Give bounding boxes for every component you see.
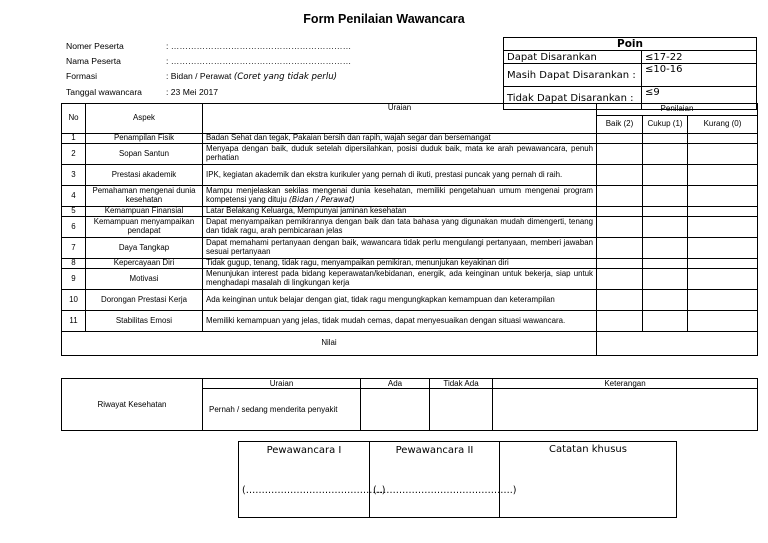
poin-value: ≤17-22 — [642, 51, 757, 64]
riwayat-header-uraian: Uraian — [203, 379, 361, 389]
poin-value: ≤9 — [642, 87, 757, 110]
row-aspek: Sopan Santun — [86, 144, 203, 165]
score-baik-cell[interactable] — [597, 217, 643, 238]
catatan-khusus-cell[interactable] — [500, 442, 677, 518]
row-uraian: Mampu menjelaskan sekilas mengenai dunia kesehatan, memiliki pengetahuan umum mengenai program kompetensi yang dituju — [206, 186, 593, 204]
row-aspek: Dorongan Prestasi Kerja — [86, 290, 203, 311]
identity-value[interactable]: : ……………………………………………………… — [166, 41, 352, 51]
header-penilaian: Penilaian — [597, 104, 758, 116]
table-row — [62, 311, 758, 332]
score-baik-cell[interactable] — [597, 238, 643, 259]
score-kurang-cell[interactable] — [688, 207, 758, 217]
score-baik-cell[interactable] — [597, 186, 643, 207]
riwayat-header-ada: Ada — [361, 379, 430, 389]
table-row — [62, 217, 758, 238]
row-uraian: IPK, kegiatan akademik dan ekstra kurikuler yang pernah di ikuti, prestasi puncak yang pernah di raih. — [203, 165, 597, 186]
score-kurang-cell[interactable] — [688, 134, 758, 144]
row-uraian: Tidak gugup, tenang, tidak ragu, menyampaikan pemikiran, menunjukan keyakinan diri — [203, 259, 597, 269]
row-uraian: Ada keinginan untuk belajar dengan giat, tidak ragu mengungkapkan kemampuan dan keterampilan — [203, 290, 597, 311]
row-number: 5 — [62, 207, 86, 217]
poin-value: ≤10-16 — [642, 64, 757, 87]
row-number: 4 — [62, 186, 86, 207]
table-row — [62, 186, 758, 207]
score-kurang-cell[interactable] — [688, 217, 758, 238]
pewawancara-1-label: Pewawancara I — [266, 445, 342, 456]
score-kurang-cell[interactable] — [688, 186, 758, 207]
identity-row-tanggal — [66, 87, 486, 99]
row-number: 3 — [62, 165, 86, 186]
pewawancara-2-cell[interactable] — [370, 442, 517, 518]
row-aspek: Motivasi — [86, 269, 203, 290]
score-kurang-cell[interactable] — [688, 238, 758, 259]
identity-label: Formasi — [66, 71, 98, 81]
score-cukup-cell[interactable] — [643, 165, 688, 186]
row-uraian: Dapat menyampaikan pemikirannya dengan baik dan tata bahasa yang digunakan mudah dimengerti, tenang dan tidak ragu, arah pembicaraan jelas — [203, 217, 597, 238]
identity-value[interactable]: : ……………………………………………………… — [166, 56, 352, 66]
score-baik-cell[interactable] — [597, 290, 643, 311]
identity-block — [66, 41, 486, 101]
score-cukup-cell[interactable] — [643, 311, 688, 332]
score-cukup-cell[interactable] — [643, 144, 688, 165]
table-row — [62, 134, 758, 144]
catatan-khusus-label: Catatan khusus — [549, 444, 627, 455]
nilai-row — [62, 332, 758, 356]
score-baik-cell[interactable] — [597, 311, 643, 332]
identity-row-formasi — [66, 71, 486, 83]
table-row — [62, 207, 758, 217]
score-kurang-cell[interactable] — [688, 311, 758, 332]
poin-label: Dapat Disarankan — [504, 51, 642, 64]
row-uraian-group — [203, 186, 597, 207]
pewawancara-2-label: Pewawancara II — [395, 445, 474, 456]
riwayat-header-tidak-ada: Tidak Ada — [430, 379, 493, 389]
poin-header: Poin — [504, 38, 757, 51]
score-cukup-cell[interactable] — [643, 134, 688, 144]
identity-label: Tanggal wawancara — [66, 87, 142, 97]
riwayat-header-keterangan: Keterangan — [493, 379, 758, 389]
poin-label: Tidak Dapat Disarankan : — [504, 87, 642, 110]
score-cukup-cell[interactable] — [643, 207, 688, 217]
header-uraian: Uraian — [203, 104, 597, 134]
score-kurang-cell[interactable] — [688, 269, 758, 290]
row-number: 7 — [62, 238, 86, 259]
identity-label: Nama Peserta — [66, 56, 121, 66]
identity-label: Nomer Peserta — [66, 41, 124, 51]
table-row — [62, 269, 758, 290]
score-cukup-cell[interactable] — [643, 217, 688, 238]
identity-row-nama — [66, 56, 486, 68]
poin-box — [503, 37, 757, 110]
row-aspek: Penampilan Fisik — [86, 134, 203, 144]
row-aspek: Stabilitas Emosi — [86, 311, 203, 332]
header-no: No — [62, 104, 86, 134]
table-row — [62, 238, 758, 259]
page-title: Form Penilaian Wawancara — [303, 12, 465, 26]
row-aspek: Kepercayaan Diri — [86, 259, 203, 269]
row-aspek: Daya Tangkap — [86, 238, 203, 259]
row-uraian: Latar Belakang Keluarga, Mempunyai jaminan kesehatan — [203, 207, 597, 217]
row-number: 11 — [62, 311, 86, 332]
score-cukup-cell[interactable] — [643, 290, 688, 311]
riwayat-tidak-ada-cell[interactable] — [430, 389, 493, 431]
riwayat-item: Pernah / sedang menderita penyakit — [203, 389, 361, 431]
row-number: 9 — [62, 269, 86, 290]
row-uraian-note: (Bidan / Perawat) — [288, 195, 355, 204]
pewawancara-1-signature-line: (…………………………………….) — [242, 485, 386, 496]
row-number: 1 — [62, 134, 86, 144]
assessment-table — [61, 103, 758, 356]
score-baik-cell[interactable] — [597, 134, 643, 144]
score-kurang-cell[interactable] — [688, 259, 758, 269]
score-baik-cell[interactable] — [597, 144, 643, 165]
score-baik-cell[interactable] — [597, 259, 643, 269]
score-cukup-cell[interactable] — [643, 259, 688, 269]
identity-value[interactable]: : 23 Mei 2017 — [166, 87, 219, 97]
header-cukup: Cukup (1) — [643, 116, 688, 134]
riwayat-ada-cell[interactable] — [361, 389, 430, 431]
score-kurang-cell[interactable] — [688, 165, 758, 186]
score-baik-cell[interactable] — [597, 269, 643, 290]
row-number: 6 — [62, 217, 86, 238]
table-row — [62, 144, 758, 165]
score-cukup-cell[interactable] — [643, 186, 688, 207]
row-uraian: Dapat memahami pertanyaan dengan baik, wawancara tidak perlu mengulangi pertanyaan, memberi jawaban sesuai pertanyaan — [203, 238, 597, 259]
table-row — [62, 259, 758, 269]
row-aspek: Prestasi akademik — [86, 165, 203, 186]
row-number: 10 — [62, 290, 86, 311]
header-kurang: Kurang (0) — [688, 116, 758, 134]
pewawancara-1-cell[interactable] — [239, 442, 386, 518]
score-kurang-cell[interactable] — [688, 144, 758, 165]
row-number: 2 — [62, 144, 86, 165]
score-baik-cell[interactable] — [597, 207, 643, 217]
identity-row-nomer — [66, 41, 486, 53]
header-aspek: Aspek — [86, 104, 203, 134]
pewawancara-2-signature-line: (…………………………………….) — [373, 485, 517, 496]
row-uraian: Menunjukan interest pada bidang keperawatan/kebidanan, energik, ada keinginan untuk bekerja, siap untuk menghadapi masalah di lingkungan kerja — [203, 269, 597, 290]
score-kurang-cell[interactable] — [688, 290, 758, 311]
table-row — [62, 290, 758, 311]
header-baik: Baik (2) — [597, 116, 643, 134]
poin-label: Masih Dapat Disarankan : — [504, 64, 642, 87]
score-baik-cell[interactable] — [597, 165, 643, 186]
row-uraian: Menyapa dengan baik, duduk setelah dipersilahkan, posisi duduk baik, mata ke arah pewawancara, penuh perhatian — [203, 144, 597, 165]
health-history-table — [61, 378, 758, 431]
row-aspek: Kemampuan Finansial — [86, 207, 203, 217]
score-cukup-cell[interactable] — [643, 238, 688, 259]
row-number: 8 — [62, 259, 86, 269]
row-aspek: Kemampuan menyampaikan pendapat — [86, 217, 203, 238]
row-uraian: Memiliki kemampuan yang jelas, tidak mudah cemas, dapat menyesuaikan dengan situasi wawancara. — [203, 311, 597, 332]
identity-note: (Coret yang tidak perlu) — [233, 72, 338, 82]
riwayat-label: Riwayat Kesehatan — [62, 379, 203, 431]
identity-value-group — [166, 71, 337, 82]
nilai-label: Nilai — [62, 332, 597, 356]
row-aspek: Pemahaman mengenai dunia kesehatan — [86, 186, 203, 207]
score-cukup-cell[interactable] — [643, 269, 688, 290]
identity-value[interactable]: : Bidan / Perawat — [166, 71, 232, 81]
table-row — [62, 165, 758, 186]
riwayat-keterangan-cell[interactable] — [493, 389, 758, 431]
nilai-total-cell[interactable] — [597, 332, 758, 356]
signature-table — [238, 441, 677, 518]
row-uraian: Badan Sehat dan tegak, Pakaian bersih dan rapih, wajah segar dan bersemangat — [203, 134, 597, 144]
